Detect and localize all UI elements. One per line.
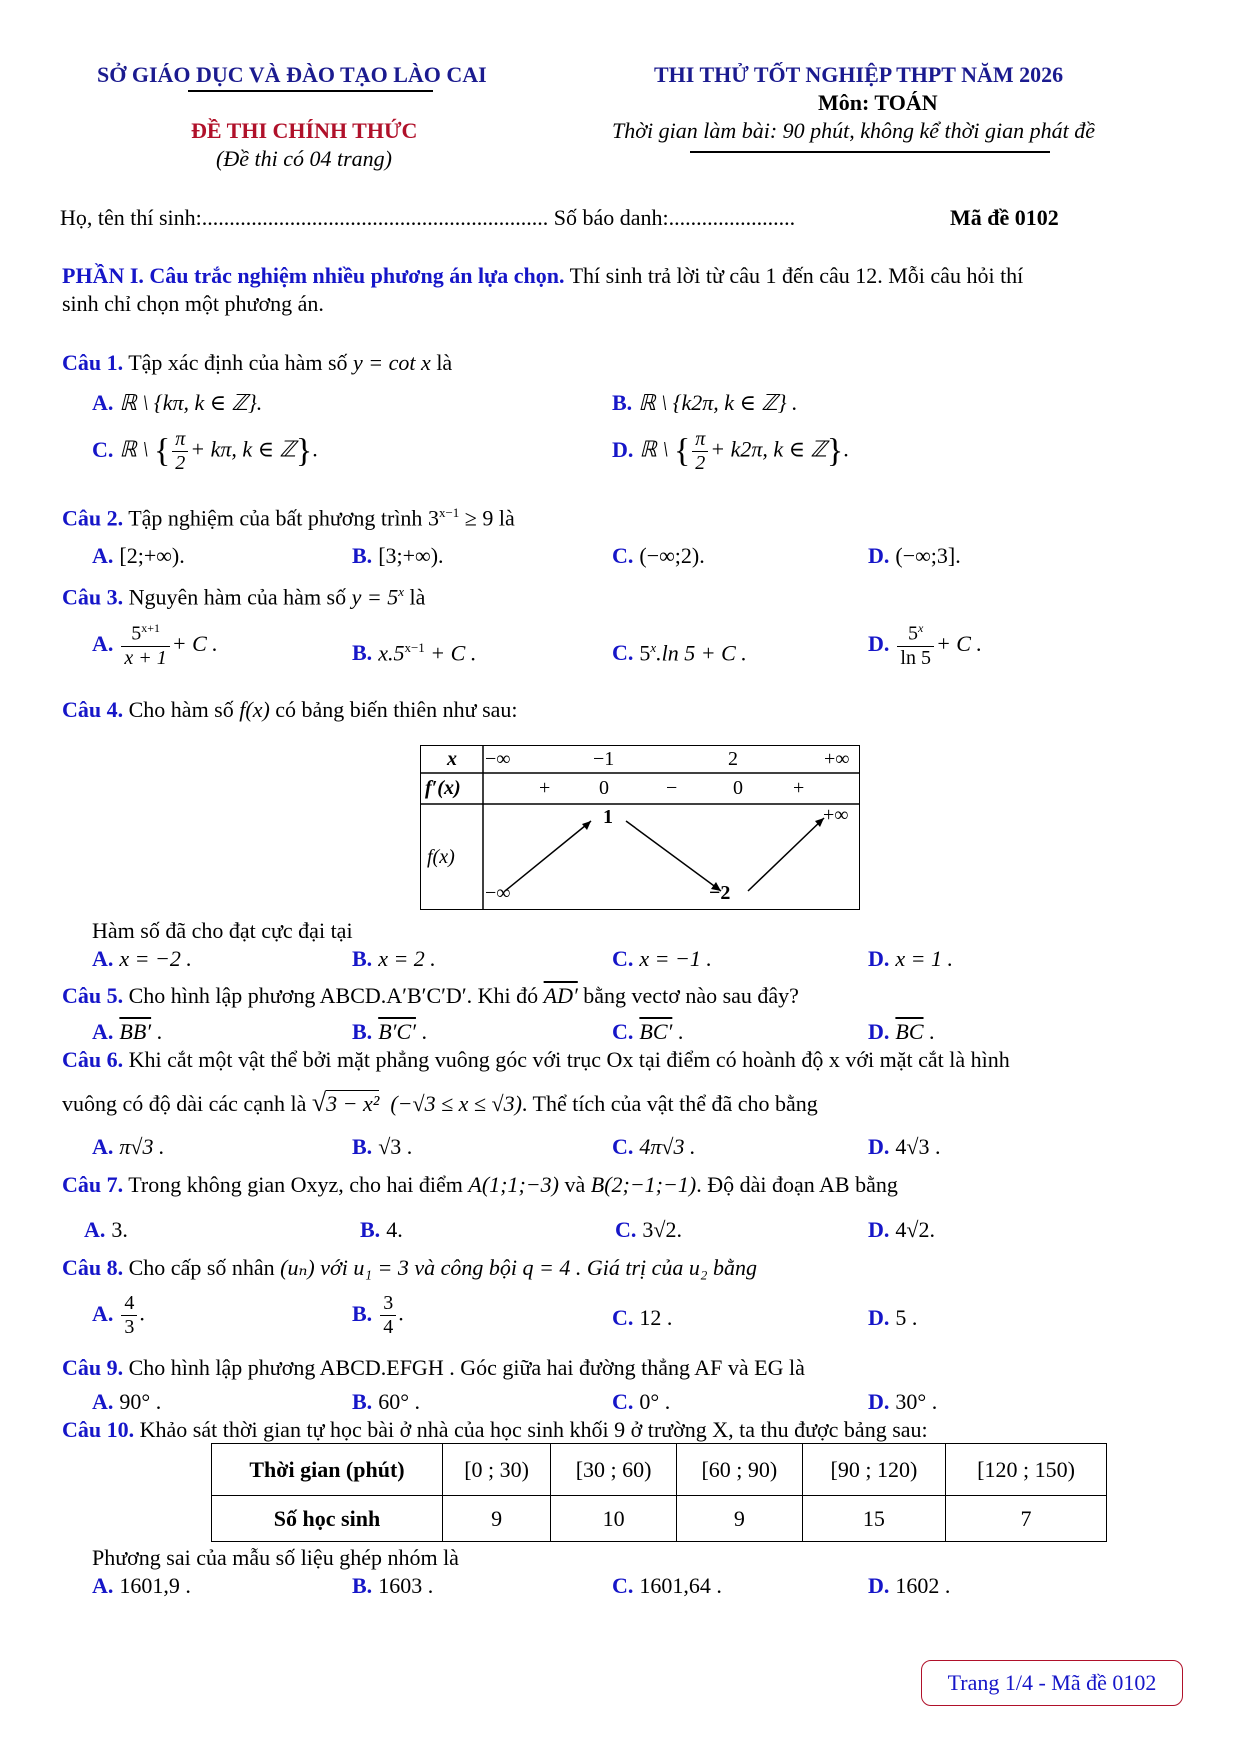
question-6-line2: vuông có độ dài các cạnh là √3 − x² (−√3 ≤ x ≤ √3). Thể tích của vật thể đã cho bằng — [62, 1088, 818, 1117]
q3-label: Câu 3. — [62, 584, 124, 610]
bbt-x-pinf: +∞ — [824, 748, 850, 770]
q7-b-label: B. — [360, 1217, 381, 1242]
table-interval: [60 ; 90) — [676, 1444, 802, 1496]
q7-d-text: 4√2. — [895, 1217, 935, 1242]
q4-option-a[interactable] — [92, 946, 192, 972]
q6-sqrt-expr: 3 − x² — [326, 1091, 380, 1116]
q3-a-sup: x+1 — [141, 621, 160, 635]
org-underline — [188, 90, 433, 92]
id-label: Số báo danh: — [553, 205, 669, 230]
q7-tail: . Độ dài đoạn AB bằng — [696, 1172, 898, 1197]
q7-option-c[interactable] — [615, 1217, 682, 1243]
q1-option-d[interactable]: D. ℝ \ { $\frac{\pi}{2}$ + k2π, k ∈ ℤ}. — [612, 428, 849, 474]
q6-line1: Khi cắt một vật thể bởi mặt phẳng vuông góc với trục Ox tại điểm có hoành độ x với mặt cắt là hình — [123, 1047, 1010, 1072]
q2-d-text: (−∞;3]. — [895, 543, 961, 568]
q4-option-d[interactable] — [868, 946, 953, 972]
q3-option-a[interactable] — [92, 622, 218, 670]
q1-c-den: 2 — [175, 452, 186, 474]
part1-text-2: sinh chỉ chọn một phương án. — [62, 291, 324, 316]
q4-b-label: B. — [352, 946, 373, 971]
table-interval: [30 ; 60) — [551, 1444, 677, 1496]
part1-text: Thí sinh trả lời từ câu 1 đến câu 12. Mỗi câu hỏi thí — [564, 263, 1024, 288]
q6-option-d[interactable] — [868, 1134, 940, 1160]
table-count: 7 — [946, 1496, 1107, 1542]
page-footer: Trang 1/4 - Mã đề 0102 — [921, 1660, 1183, 1706]
q5-text: Cho hình lập phương ABCD.A′B′C′D′. Khi đó — [123, 983, 544, 1008]
q6-a-label: A. — [92, 1134, 114, 1159]
question-4 — [62, 697, 518, 723]
q3-option-d[interactable] — [868, 622, 982, 670]
q5-label: Câu 5. — [62, 983, 124, 1008]
q1-c-post: + kπ, k ∈ ℤ — [190, 436, 296, 462]
q7-option-b[interactable] — [360, 1217, 403, 1243]
q5-option-a[interactable]: A. BB′ . — [92, 1019, 163, 1044]
q7-b-text: 4. — [386, 1217, 403, 1242]
q4-tail: có bảng biến thiên như sau: — [269, 697, 518, 722]
q3-d-den: ln 5 — [900, 646, 931, 669]
q6-option-b[interactable] — [352, 1134, 412, 1160]
q5-tail: bằng vectơ nào sau đây? — [577, 983, 799, 1008]
q4-option-b[interactable] — [352, 946, 436, 972]
q1-a-text: ℝ \ {kπ, k ∈ ℤ}. — [119, 390, 263, 415]
q9-b-text: 60° . — [378, 1389, 420, 1414]
q1-c-label: C. — [92, 436, 114, 462]
q4-c-label: C. — [612, 946, 634, 971]
question-3 — [62, 584, 425, 610]
q7-option-a[interactable] — [84, 1217, 128, 1243]
q2-tail: ≥ 9 là — [459, 505, 515, 531]
q3-expr: y = 5 — [351, 584, 399, 610]
q3-option-c[interactable] — [612, 640, 747, 666]
bbt-zero-1: 0 — [599, 777, 609, 799]
q1-label: Câu 1. — [62, 350, 124, 375]
q8-option-a[interactable]: A. $\frac{4}{3}$ . — [92, 1292, 145, 1338]
q1-b-label: B. — [612, 390, 633, 415]
pages-note: (Đề thi có 04 trang) — [216, 146, 392, 171]
q3-b-sup: x−1 — [404, 640, 425, 655]
q4-d-text: x = 1 . — [895, 946, 954, 971]
q10-option-b[interactable] — [352, 1573, 433, 1599]
question-1 — [62, 350, 452, 376]
q2-text: Tập nghiệm của bất phương trình — [123, 505, 428, 531]
q3-a-label: A. — [92, 630, 114, 656]
q5-c-text: BC′ — [639, 1019, 673, 1044]
bbt-val-min: −2 — [709, 882, 731, 904]
q3-c-label: C. — [612, 640, 634, 666]
q4-a-text: x = −2 . — [119, 946, 192, 971]
bbt-x-minf: −∞ — [485, 748, 511, 770]
q5-d-label: D. — [868, 1019, 890, 1044]
q9-option-d[interactable] — [868, 1389, 937, 1415]
table-interval: [0 ; 30) — [443, 1444, 551, 1496]
q5-vector: AD′ — [543, 983, 578, 1008]
q7-option-d[interactable] — [868, 1217, 935, 1243]
q9-option-b[interactable] — [352, 1389, 420, 1415]
q1-d-label: D. — [612, 436, 634, 462]
id-field[interactable]: ....................... — [668, 205, 796, 230]
q2-d-label: D. — [868, 543, 890, 568]
question-5 — [62, 983, 799, 1009]
q1-text: Tập xác định của hàm số — [123, 350, 354, 375]
q2-b-label: B. — [352, 543, 373, 568]
q3-b-tail: + C . — [424, 640, 477, 666]
q7-c-text: 3√2. — [642, 1217, 682, 1242]
q3-b-text: x.5 — [378, 640, 405, 666]
q10-a-label: A. — [92, 1573, 114, 1598]
q1-expr: y = cot x — [353, 350, 431, 375]
q10-option-c[interactable] — [612, 1573, 722, 1599]
q10-b-label: B. — [352, 1573, 373, 1598]
q1-d-num: π — [692, 428, 708, 452]
q2-a-label: A. — [92, 543, 114, 568]
q8-d-label: D. — [868, 1305, 890, 1330]
table-count: 9 — [443, 1496, 551, 1542]
q4-label: Câu 4. — [62, 697, 124, 722]
q3-d-num: 5 — [908, 622, 918, 645]
q9-label: Câu 9. — [62, 1355, 124, 1380]
q8-a-num: 4 — [121, 1292, 137, 1316]
q8-d-text: 5 . — [895, 1305, 918, 1330]
q3-c-text: 5 — [639, 640, 651, 666]
table-count: 10 — [551, 1496, 677, 1542]
question-8 — [62, 1255, 757, 1281]
q1-d-pre: ℝ \ — [639, 436, 674, 462]
q3-b-label: B. — [352, 640, 373, 666]
name-field[interactable]: ............................................................... — [201, 205, 549, 230]
q8-b-den: 4 — [383, 1316, 394, 1338]
q2-c-text: (−∞;2). — [639, 543, 705, 568]
arrow-up-1 — [505, 821, 591, 891]
q5-option-c[interactable]: C. BC′ . — [612, 1019, 684, 1044]
q1-option-c[interactable]: C. ℝ \ { $\frac{\pi}{2}$ + kπ, k ∈ ℤ}. — [92, 428, 318, 474]
q5-b-label: B. — [352, 1019, 373, 1044]
q3-option-b[interactable] — [352, 640, 476, 666]
q8-c-label: C. — [612, 1305, 634, 1330]
bbt-f-label: f(x) — [427, 846, 455, 868]
question-9 — [62, 1355, 805, 1381]
q6-c-label: C. — [612, 1134, 634, 1159]
bbt-sign-2: − — [666, 777, 678, 799]
q8-text: Cho cấp số nhân — [123, 1255, 281, 1280]
q3-tail: là — [404, 584, 426, 610]
q8-c-text: 12 . — [639, 1305, 673, 1330]
q9-d-label: D. — [868, 1389, 890, 1414]
q2-option-a[interactable] — [92, 543, 185, 569]
q1-d-den: 2 — [695, 452, 706, 474]
q1-d-post: + k2π, k ∈ ℤ — [710, 436, 827, 462]
q5-b-text: B′C′ — [378, 1019, 416, 1044]
q6-range: (−√3 ≤ x ≤ √3) — [390, 1091, 522, 1116]
q3-c-sup: x — [650, 640, 657, 655]
q7-mid: và — [558, 1172, 591, 1197]
q3-sup: x — [398, 584, 405, 599]
q8-seq: (uₙ) — [280, 1255, 315, 1280]
bbt-x-2: 2 — [728, 748, 738, 770]
q6-c-text: 4π√3 . — [639, 1134, 696, 1159]
q8-b-num: 3 — [380, 1292, 396, 1316]
q4-text: Cho hàm số — [123, 697, 240, 722]
bbt-x-1: −1 — [593, 748, 615, 770]
q5-c-label: C. — [612, 1019, 634, 1044]
q4-c-text: x = −1 . — [639, 946, 712, 971]
q9-a-label: A. — [92, 1389, 114, 1414]
q8-option-d[interactable] — [868, 1305, 917, 1331]
q1-a-label: A. — [92, 390, 114, 415]
q10-option-a[interactable] — [92, 1573, 191, 1599]
q8-b-label: B. — [352, 1300, 373, 1326]
q10-text: Khảo sát thời gian tự học bài ở nhà của học sinh khối 9 ở trường X, ta thu được bảng sau: — [134, 1417, 928, 1442]
q10-d-label: D. — [868, 1573, 890, 1598]
q4-a-label: A. — [92, 946, 114, 971]
official-label: ĐỀ THI CHÍNH THỨC — [191, 118, 418, 143]
table-count-label: Số học sinh — [212, 1496, 443, 1542]
q6-line2-b: . Thể tích của vật thể đã cho bằng — [521, 1091, 818, 1116]
q2-option-b[interactable] — [352, 543, 444, 569]
q9-text: Cho hình lập phương ABCD.EFGH . Góc giữa hai đường thẳng AF và EG là — [123, 1355, 805, 1380]
q3-text: Nguyên hàm của hàm số — [123, 584, 352, 610]
name-label: Họ, tên thí sinh: — [60, 205, 202, 230]
q7-a-text: 3. — [111, 1217, 128, 1242]
q3-d-sup: x — [918, 621, 924, 635]
q5-a-label: A. — [92, 1019, 114, 1044]
q5-option-d[interactable]: D. $\overline{BC}$ . — [868, 1019, 935, 1044]
q6-b-label: B. — [352, 1134, 373, 1159]
bbt-val-pinf: +∞ — [823, 804, 849, 826]
q7-point-b: B(2;−1;−1) — [590, 1172, 697, 1197]
q4-expr: f(x) — [239, 697, 270, 722]
student-line — [60, 205, 795, 231]
variation-table — [420, 745, 860, 910]
q7-text: Trong không gian Oxyz, cho hai điểm — [123, 1172, 469, 1197]
q9-b-label: B. — [352, 1389, 373, 1414]
table-count: 9 — [676, 1496, 802, 1542]
q10-label: Câu 10. — [62, 1417, 135, 1442]
q6-label: Câu 6. — [62, 1047, 124, 1072]
q7-a-label: A. — [84, 1217, 106, 1242]
q6-a-text: π√3 . — [119, 1134, 165, 1159]
q9-c-label: C. — [612, 1389, 634, 1414]
q6-d-label: D. — [868, 1134, 890, 1159]
q10-c-text: 1601,64 . — [639, 1573, 722, 1598]
q9-option-a[interactable] — [92, 1389, 161, 1415]
q1-c-num: π — [172, 428, 188, 452]
q6-b-text: √3 . — [378, 1134, 413, 1159]
q9-a-text: 90° . — [119, 1389, 162, 1414]
subject: Môn: TOÁN — [818, 90, 938, 115]
table-interval: [90 ; 120) — [802, 1444, 945, 1496]
q1-option-a[interactable] — [92, 390, 262, 416]
q4-follow: Hàm số đã cho đạt cực đại tại — [92, 918, 353, 943]
table-row-counts — [212, 1496, 1107, 1542]
q6-d-text: 4√3 . — [895, 1134, 941, 1159]
q10-a-text: 1601,9 . — [119, 1573, 191, 1598]
q2-b-text: [3;+∞). — [378, 543, 444, 568]
question-7 — [62, 1172, 898, 1198]
q3-a-den: x + 1 — [124, 646, 167, 669]
part1-intro — [62, 263, 1023, 289]
q1-b-text: ℝ \ {k2π, k ∈ ℤ} . — [638, 390, 798, 415]
q3-a-tail: + C . — [171, 630, 218, 656]
q2-option-c[interactable] — [612, 543, 705, 569]
bbt-val-max: 1 — [603, 806, 613, 828]
q6-option-c[interactable] — [612, 1134, 696, 1160]
q10-option-d[interactable] — [868, 1573, 950, 1599]
q3-d-tail: + C . — [935, 630, 982, 656]
q4-d-label: D. — [868, 946, 890, 971]
exam-code: Mã đề 0102 — [950, 205, 1059, 230]
q2-sup: x−1 — [438, 505, 460, 520]
time-underline — [690, 151, 1050, 153]
question-6 — [62, 1047, 1010, 1073]
q7-point-a: A(1;1;−3) — [468, 1172, 559, 1197]
q9-d-text: 30° . — [895, 1389, 938, 1414]
org-name: SỞ GIÁO DỤC VÀ ĐÀO TẠO LÀO CAI — [97, 62, 487, 87]
q7-label: Câu 7. — [62, 1172, 124, 1197]
study-time-table — [211, 1443, 1107, 1542]
q10-b-text: 1603 . — [378, 1573, 434, 1598]
question-2 — [62, 505, 515, 531]
bbt-sign-1: + — [539, 777, 551, 799]
question-10 — [62, 1417, 928, 1443]
q1-c-pre: ℝ \ — [119, 436, 154, 462]
q5-option-b[interactable]: B. B′C′ . — [352, 1019, 427, 1044]
q10-c-label: C. — [612, 1573, 634, 1598]
q8-a-label: A. — [92, 1300, 114, 1326]
q3-c-tail: .ln 5 + C . — [656, 640, 747, 666]
bbt-val-minf: −∞ — [485, 882, 511, 904]
q9-c-text: 0° . — [639, 1389, 671, 1414]
q6-option-a[interactable] — [92, 1134, 165, 1160]
q2-expr: 3 — [427, 505, 439, 531]
bbt-fp-label: f′(x) — [425, 777, 461, 799]
q1-option-b[interactable] — [612, 390, 798, 416]
q1-tail: là — [430, 350, 453, 375]
bbt-x-label: x — [447, 748, 457, 770]
table-row-intervals — [212, 1444, 1107, 1496]
q2-c-label: C. — [612, 543, 634, 568]
q8-option-c[interactable] — [612, 1305, 672, 1331]
q8-a-den: 3 — [124, 1316, 135, 1338]
q4-b-text: x = 2 . — [378, 946, 436, 971]
arrow-down — [626, 821, 721, 891]
table-count: 15 — [802, 1496, 945, 1542]
part1-title: PHẦN I. Câu trắc nghiệm nhiều phương án lựa chọn. — [62, 263, 565, 288]
time-allowed: Thời gian làm bài: 90 phút, không kể thời gian phát đề — [612, 118, 1096, 143]
q10-follow: Phương sai của mẫu số liệu ghép nhóm là — [92, 1545, 459, 1570]
q2-option-d[interactable] — [868, 543, 961, 569]
bbt-sign-3: + — [793, 777, 805, 799]
q9-option-c[interactable] — [612, 1389, 670, 1415]
q7-d-label: D. — [868, 1217, 890, 1242]
bbt-zero-2: 0 — [733, 777, 743, 799]
q4-option-c[interactable] — [612, 946, 712, 972]
table-head-label: Thời gian (phút) — [212, 1444, 443, 1496]
q6-line2-a: vuông có độ dài các cạnh là — [62, 1091, 312, 1116]
q8-label: Câu 8. — [62, 1255, 124, 1280]
q8-mid: với u₁ = 3 và công bội q = 4 . Giá trị của u₂ bằng — [314, 1255, 758, 1280]
q3-a-num: 5 — [131, 622, 142, 645]
q7-c-label: C. — [615, 1217, 637, 1242]
table-interval: [120 ; 150) — [946, 1444, 1107, 1496]
q2-a-text: [2;+∞). — [119, 543, 185, 568]
q5-a-text: BB′ — [119, 1019, 152, 1044]
q3-d-label: D. — [868, 630, 890, 656]
q2-label: Câu 2. — [62, 505, 124, 531]
q8-option-b[interactable]: B. $\frac{3}{4}$ . — [352, 1292, 404, 1338]
exam-title: THI THỬ TỐT NGHIỆP THPT NĂM 2026 — [654, 62, 1064, 87]
q5-d-text: $\overline{BC}$ — [895, 1019, 924, 1044]
arrow-up-2 — [748, 818, 824, 891]
q10-d-text: 1602 . — [895, 1573, 951, 1598]
